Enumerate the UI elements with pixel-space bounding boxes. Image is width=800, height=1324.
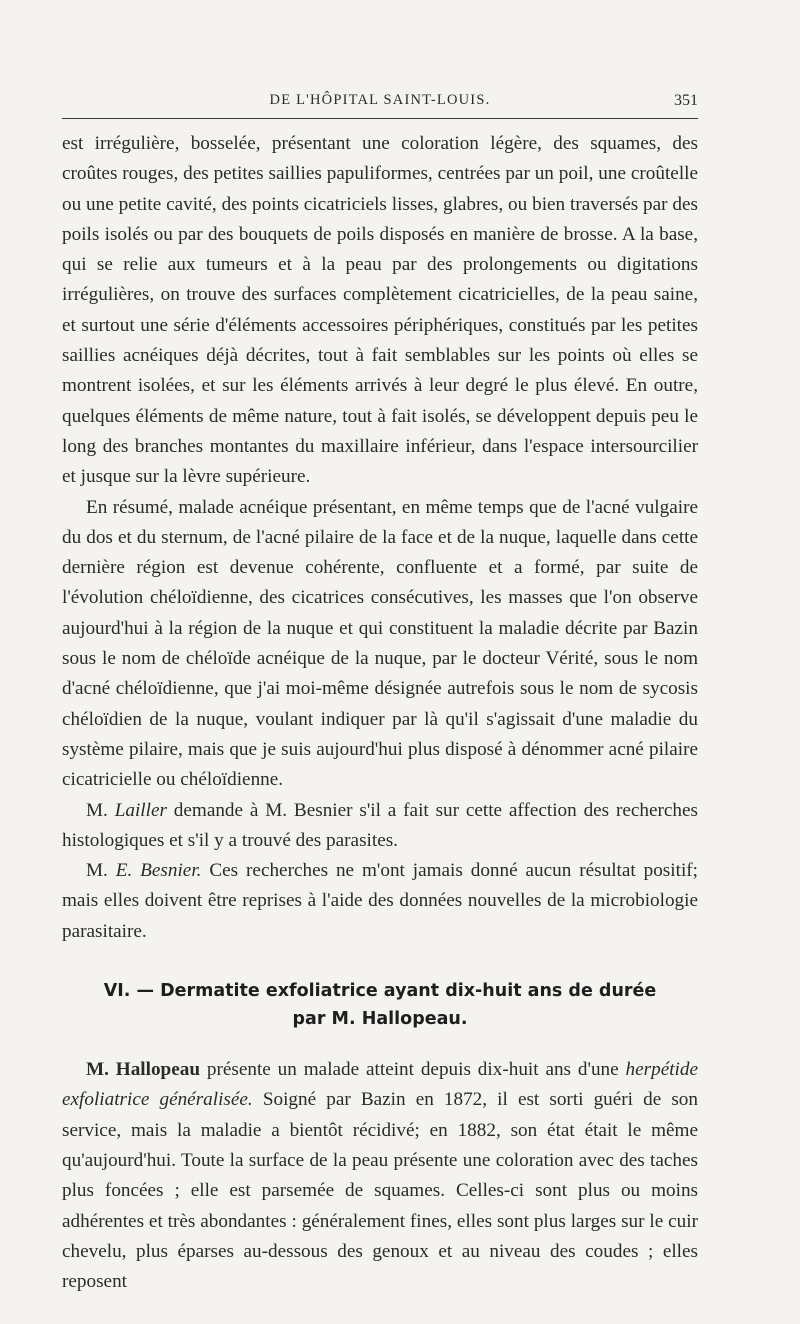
running-title: DE L'HÔPITAL SAINT-LOUIS. bbox=[269, 92, 491, 108]
paragraph-tumor-description: est irrégulière, bosselée, présentant une coloration légère, des squames, des croûtes rouges, des petites saillies papuliformes, centrées par un poil, une croûtelle ou une petite cavité, des points cicatriciels lisses, glabres, ou bien traversés par des poils isolés ou par des bouquets de poils disposés en manière de brosse. A la base, qui se relie aux tumeurs et à la peau par des prolongements ou digitations irrégulières, on trouve des surfaces complètement cicatricielles, de la peau saine, et surtout une série d'éléments accessoires périphériques, constitués par les petites saillies acnéiques déjà décrites, tout à fait semblables sur les points où elles se montrent isolées, et sur les éléments arrivés à leur degré le plus élevé. En outre, quelques éléments de même nature, tout à fait isolés, se développent depuis peu le long des branches montantes du maxillaire inférieur, dans l'espace intersourcilier et jusque sur la lèvre supérieure. bbox=[62, 133, 698, 488]
paragraph-text: demande à M. Besnier s'il a fait sur cette affection des recherches histologiques et s'il y a trouvé des parasites. bbox=[62, 799, 699, 851]
paragraph-besnier-reply bbox=[62, 856, 698, 947]
speaker-name: Lailler bbox=[114, 799, 167, 821]
body-text bbox=[62, 129, 698, 1297]
section-heading-line-2: par M. Hallopeau. bbox=[292, 1009, 468, 1030]
speaker-prefix: M. bbox=[86, 860, 116, 882]
section-heading bbox=[62, 977, 698, 1033]
paragraph-summary: En résumé, malade acnéique présentant, en même temps que de l'acné vulgaire du dos et du sternum, de l'acné pilaire de la face et de la nuque, laquelle dans cette dernière région est devenue cohérente, confluente et a formé, par suite de l'évolution chéloïdienne, des cicatrices consécutives, les masses que l'on observe aujourd'hui à la région de la nuque et qui constituent la maladie décrite par Bazin sous le nom de chéloïde acnéique de la nuque, par le docteur Vérité, sous le nom d'acné chéloïdienne, que j'ai moi-même désignée autrefois sous le nom de sycosis chéloïdien de la nuque, voulant indiquer par là qu'il s'agissait d'une maladie du système pilaire, mais que je suis aujourd'hui plus disposé à dénommer acné pilaire cicatricielle ou chéloïdienne. bbox=[62, 496, 698, 791]
book-page bbox=[62, 84, 698, 1297]
page-number: 351 bbox=[674, 92, 698, 109]
speaker-prefix: M. bbox=[86, 799, 115, 821]
paragraph-lailler-question bbox=[62, 796, 698, 857]
paragraph-hallopeau-case bbox=[62, 1055, 698, 1297]
header-rule bbox=[62, 118, 698, 119]
paragraph-text: Soigné par Bazin en 1872, il est sorti guéri de son service, mais la maladie a bientôt récidivé; en 1882, son état était le même qu'aujourd'hui. Toute la surface de la peau présente une coloration avec des taches plus foncées ; elle est parsemée de squames. Celles-ci sont plus ou moins adhérentes et très abondantes : généralement fines, elles sont plus larges sur le cuir chevelu, plus éparses au-dessous des genoux et au niveau des coudes ; elles reposent bbox=[62, 1089, 698, 1293]
running-head bbox=[62, 84, 698, 112]
diagnosis-term: herpétide exfoliatrice généralisée. bbox=[62, 1059, 698, 1111]
section-heading-line-1: VI. — Dermatite exfoliatrice ayant dix-huit ans de durée bbox=[103, 981, 657, 1002]
speaker-name: M. Hallopeau bbox=[86, 1059, 201, 1081]
paragraph-text: présente un malade atteint depuis dix-huit ans d'une bbox=[200, 1059, 626, 1081]
speaker-name: E. Besnier. bbox=[115, 860, 202, 882]
paragraph-text: Ces recherches ne m'ont jamais donné aucun résultat positif; mais elles doivent être reprises à l'aide des données nouvelles de la microbiologie parasitaire. bbox=[62, 860, 698, 942]
